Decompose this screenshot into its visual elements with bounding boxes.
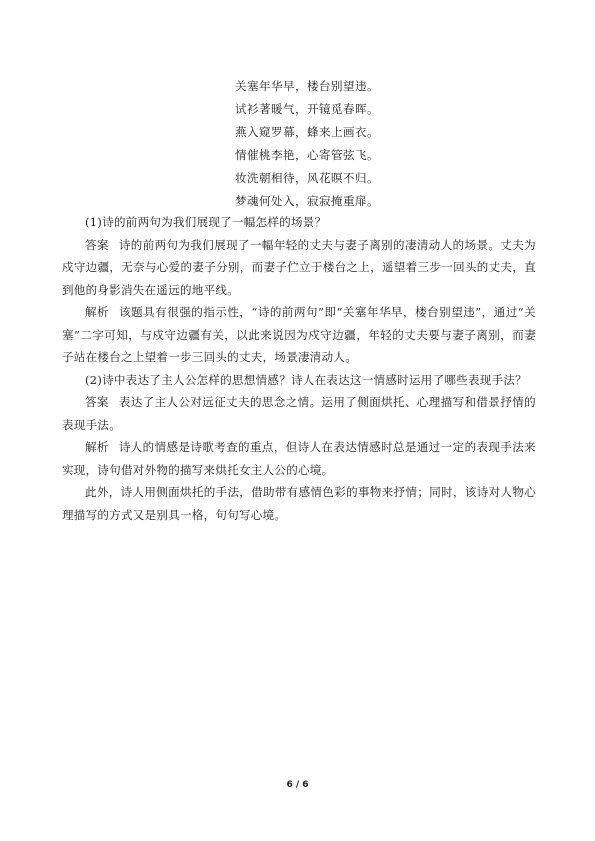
poem	[235, 75, 435, 213]
analysis-1	[62, 301, 536, 369]
answer-1	[62, 234, 536, 302]
page-number: 6 / 6	[286, 780, 309, 790]
answer-text: 诗的前两句为我们展现了一幅年轻的丈夫与妻子离别的凄清动人的场景。丈夫为戍守边疆，无奈与心爱的妻子分别，而妻子伫立于楼台之上，遥望着三步一回头的丈夫，直到他的身影消失在遥远的地平线。	[62, 237, 536, 297]
analysis-text: 诗人的情感是诗歌考查的重点，但诗人在表达情感时总是通过一定的表现手法来实现，诗句借对外物的描写来烘托女主人公的心境。	[62, 440, 536, 477]
poem-line: 燕入窥罗幕，蜂来上画衣。	[235, 125, 379, 139]
poem-line: 梦魂何处入，寂寂掩重扉。	[235, 194, 379, 208]
analysis-2	[62, 436, 536, 481]
poem-line: 关塞年华早，楼台别望违。	[235, 79, 379, 93]
analysis-label: 解析	[85, 305, 110, 319]
poem-line: 妆洗朝相待，风花暝不归。	[235, 171, 379, 185]
question-answer-section	[62, 211, 536, 526]
analysis-text: 该题具有很强的指示性，“诗的前两句”即“关塞年华早，楼台别望违”，通过“关塞”二字可知，与戍守边疆有关，以此来说因为戍守边疆，年轻的丈夫要与妻子离别，而妻子站在楼台之上望着一步三回头的丈夫，场景凄清动人。	[62, 305, 536, 364]
answer-2	[62, 391, 536, 436]
answer-label: 答案	[85, 395, 109, 409]
poem-line: 试衫著暖气，开镜觅春晖。	[235, 102, 379, 116]
question-2: (2)诗中表达了主人公怎样的思想情感？诗人在表达这一情感时运用了哪些表现手法？	[85, 372, 527, 387]
analysis-label: 解析	[85, 440, 109, 454]
analysis-extra: 此外，诗人用侧面烘托的手法，借助带有感情色彩的事物来抒情；同时，该诗对人物心理描写的方式又是别具一格，句句写心境。	[62, 485, 536, 522]
poem-line: 情催桃李艳，心寄管弦飞。	[235, 148, 379, 162]
answer-label: 答案	[85, 237, 109, 252]
question-1: (1)诗的前两句为我们展现了一幅怎样的场景？	[85, 215, 327, 229]
answer-text: 表达了主人公对远征丈夫的思念之情。运用了侧面烘托、心理描写和借景抒情的表现手法。	[62, 395, 536, 432]
